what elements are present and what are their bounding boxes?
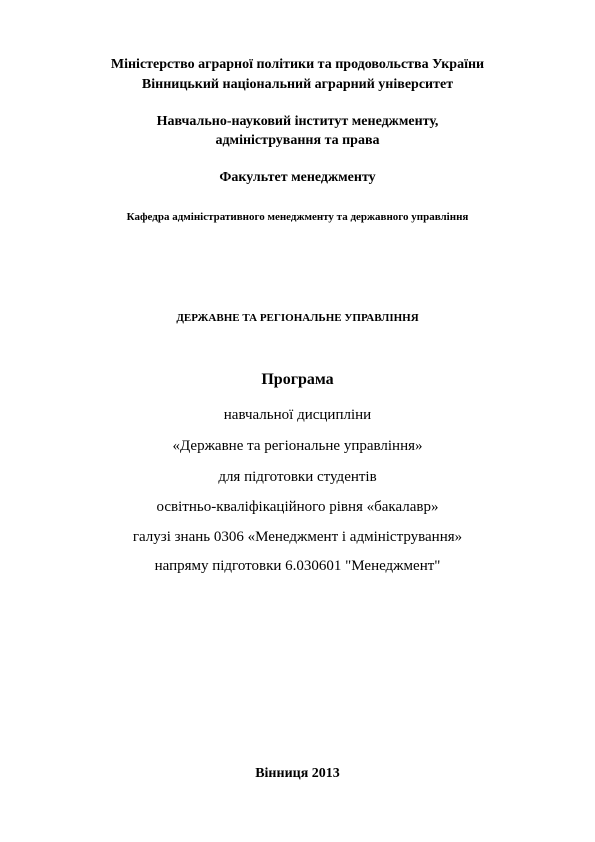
institute-heading-line1: Навчально-науковий інститут менеджменту, [156,114,439,129]
ministry-heading: Міністерство аграрної політики та продовольства України [110,57,485,72]
discipline-title: ДЕРЖАВНЕ ТА РЕГІОНАЛЬНЕ УПРАВЛІННЯ [176,312,419,324]
description-line-1: навчальної дисципліни [223,407,372,423]
institute-heading-line2: адміністрування та права [215,133,380,148]
faculty-heading: Факультет менеджменту [219,170,376,185]
place-year: Вінниця 2013 [255,766,340,781]
description-line-5: галузі знань 0306 «Менеджмент і адміністрування» [132,529,463,545]
university-heading: Вінницький національний аграрний університет [141,77,454,92]
description-line-2: «Державне та регіональне управління» [172,438,423,454]
description-line-4: освітньо-кваліфікаційного рівня «бакалавр» [156,499,439,515]
description-line-6: напряму підготовки 6.030601 "Менеджмент" [154,558,441,574]
document-type-title: Програма [261,371,334,388]
department-heading: Кафедра адміністративного менеджменту та державного управління [126,211,469,223]
description-line-3: для підготовки студентів [218,469,377,485]
